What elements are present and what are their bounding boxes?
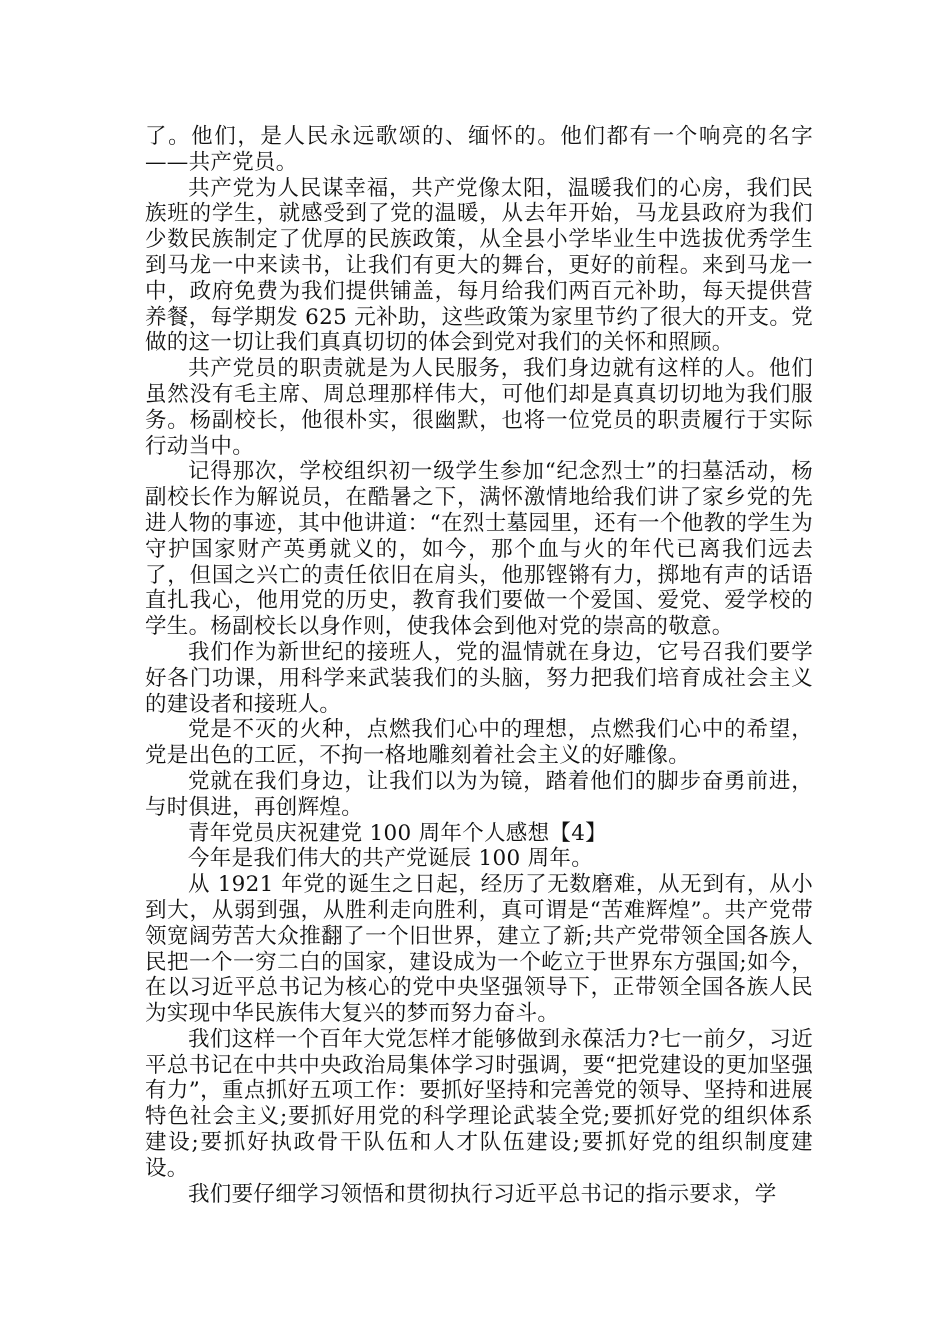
section-heading: 青年党员庆祝建党 100 周年个人感想【4】 [188,820,607,846]
paragraph: 党是不灭的火种，点燃我们心中的理想，点燃我们心中的希望，党是出色的工匠，不拘一格地雕刻着社会主义的好雕像。 [145,717,813,769]
paragraph: 我们作为新世纪的接班人，党的温情就在身边，它号召我们要学好各门功课，用科学来武装我们的头脑，努力把我们培育成社会主义的建设者和接班人。 [145,639,813,717]
paragraph: 党就在我们身边，让我们以为为镜，踏着他们的脚步奋勇前进，与时俱进，再创辉煌。 [145,768,813,820]
document-body [145,124,813,1207]
paragraph: 从 1921 年党的诞生之日起，经历了无数磨难，从无到有，从小到大，从弱到强，从胜利走向胜利，真可谓是“苦难辉煌”。共产党带领宽阔劳苦大众推翻了一个旧世界，建立了新;共产党带领全国各族人民把一个一穷二白的国家，建设成为一个屹立于世界东方强国;如今，在以习近平总书记为核心的党中央坚强领导下，正带领全国各族人民为实现中华民族伟大复兴的梦而努力奋斗。 [145,872,813,1027]
paragraph: 了。他们，是人民永远歌颂的、缅怀的。他们都有一个响亮的名字——共产党员。 [145,124,813,175]
paragraph: 共产党为人民谋幸福，共产党像太阳，温暖我们的心房，我们民族班的学生，就感受到了党的温暖，从去年开始，马龙县政府为我们少数民族制定了优厚的民族政策，从全县小学毕业生中选拔优秀学生到马龙一中来读书，让我们有更大的舞台，更好的前程。来到马龙一中，政府免费为我们提供铺盖，每月给我们两百元补助，每天提供营养餐，每学期发 625 元补助，这些政策为家里节约了很大的开支。党做的这一切让我们真真切切的体会到党对我们的关怀和照顾。 [145,175,813,356]
paragraph: 共产党员的职责就是为人民服务，我们身边就有这样的人。他们虽然没有毛主席、周总理那样伟大，可他们却是真真切切地为我们服务。杨副校长，他很朴实，很幽默，也将一位党员的职责履行于实际行动当中。 [145,356,813,459]
paragraph: 我们要仔细学习领悟和贯彻执行习近平总书记的指示要求，学 [188,1181,777,1207]
paragraph: 今年是我们伟大的共产党诞辰 100 周年。 [188,846,594,872]
paragraph: 我们这样一个百年大党怎样才能够做到永葆活力?七一前夕，习近平总书记在中共中央政治局集体学习时强调，要“把党建设的更加坚强有力”，重点抓好五项工作：要抓好坚持和完善党的领导、坚持和进展特色社会主义;要抓好用党的科学理论武装全党;要抓好党的组织体系建设;要抓好执政骨干队伍和人才队伍建设;要抓好党的组织制度建设。 [145,1026,813,1181]
paragraph: 记得那次，学校组织初一级学生参加“纪念烈士”的扫墓活动，杨副校长作为解说员，在酷暑之下，满怀激情地给我们讲了家乡党的先进人物的事迹，其中他讲道：“在烈士墓园里，还有一个他教的学生为守护国家财产英勇就义的，如今，那个血与火的年代已离我们远去了，但国之兴亡的责任依旧在肩头，他那铿锵有力，掷地有声的话语直扎我心，他用党的历史，教育我们要做一个爱国、爱党、爱学校的学生。杨副校长以身作则，使我体会到他对党的崇高的敬意。 [145,459,813,640]
